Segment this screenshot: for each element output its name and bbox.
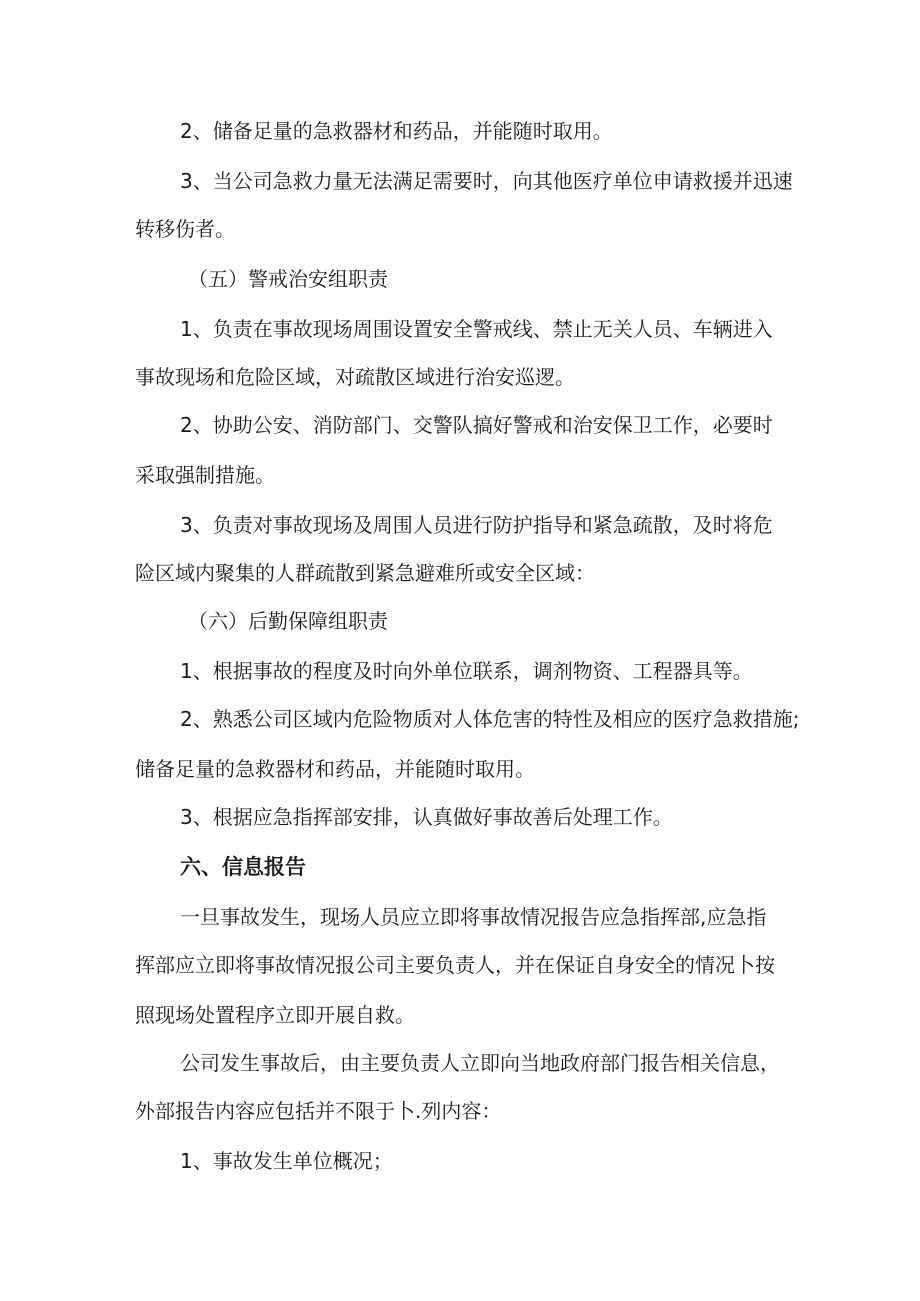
body-line: 一旦事故发生，现场人员应立即将事故情况报告应急指挥部,应急指 (180, 905, 767, 929)
body-line: 险区域内聚集的人群疏散到紧急避难所或安全区域： (135, 561, 595, 585)
chapter-heading: 六、信息报告 (180, 855, 306, 879)
body-line: 外部报告内容应包括并不限于卜.列内容： (135, 1099, 502, 1123)
section-heading: （五）警戒治安组职责 (188, 267, 388, 291)
body-line: 2、协助公安、消防部门、交警队搞好警戒和治安保卫工作，必要时 (180, 413, 773, 437)
body-line: 2、熟悉公司区域内危险物质对人体危害的特性及相应的医疗急救措施; (180, 707, 800, 731)
body-line: 1、根据事故的程度及时向外单位联系，调剂物资、工程器具等。 (180, 659, 753, 683)
body-line: 挥部应立即将事故情况报公司主要负责人，并在保证自身安全的情况卜按 (135, 953, 775, 977)
body-line: 3、根据应急指挥部安排，认真做好事故善后处理工作。 (180, 805, 673, 829)
body-line: 转移伤者。 (135, 217, 235, 241)
section-heading: （六）后勤保障组职责 (188, 609, 388, 633)
body-line: 公司发生事故后，由主要负责人立即向当地政府部门报告相关信息， (180, 1051, 780, 1075)
body-line: 3、当公司急救力量无法满足需要时，向其他医疗单位申请救援并迅速 (180, 169, 793, 193)
body-line: 储备足量的急救器材和药品，并能随时取用。 (135, 757, 535, 781)
body-line: 照现场处置程序立即开展自救。 (135, 1003, 415, 1027)
body-line: 事故现场和危险区域，对疏散区域进行治安巡逻。 (135, 365, 575, 389)
body-line: 1、负责在事故现场周围设置安全警戒线、禁止无关人员、车辆进入 (180, 317, 773, 341)
body-line: 1、事故发生单位概况； (180, 1149, 393, 1173)
body-line: 采取强制措施。 (135, 463, 275, 487)
body-line: 2、储备足量的急救器材和药品，并能随时取用。 (180, 119, 613, 143)
body-line: 3、负责对事故现场及周围人员进行防护指导和紧急疏散，及时将危 (180, 513, 773, 537)
